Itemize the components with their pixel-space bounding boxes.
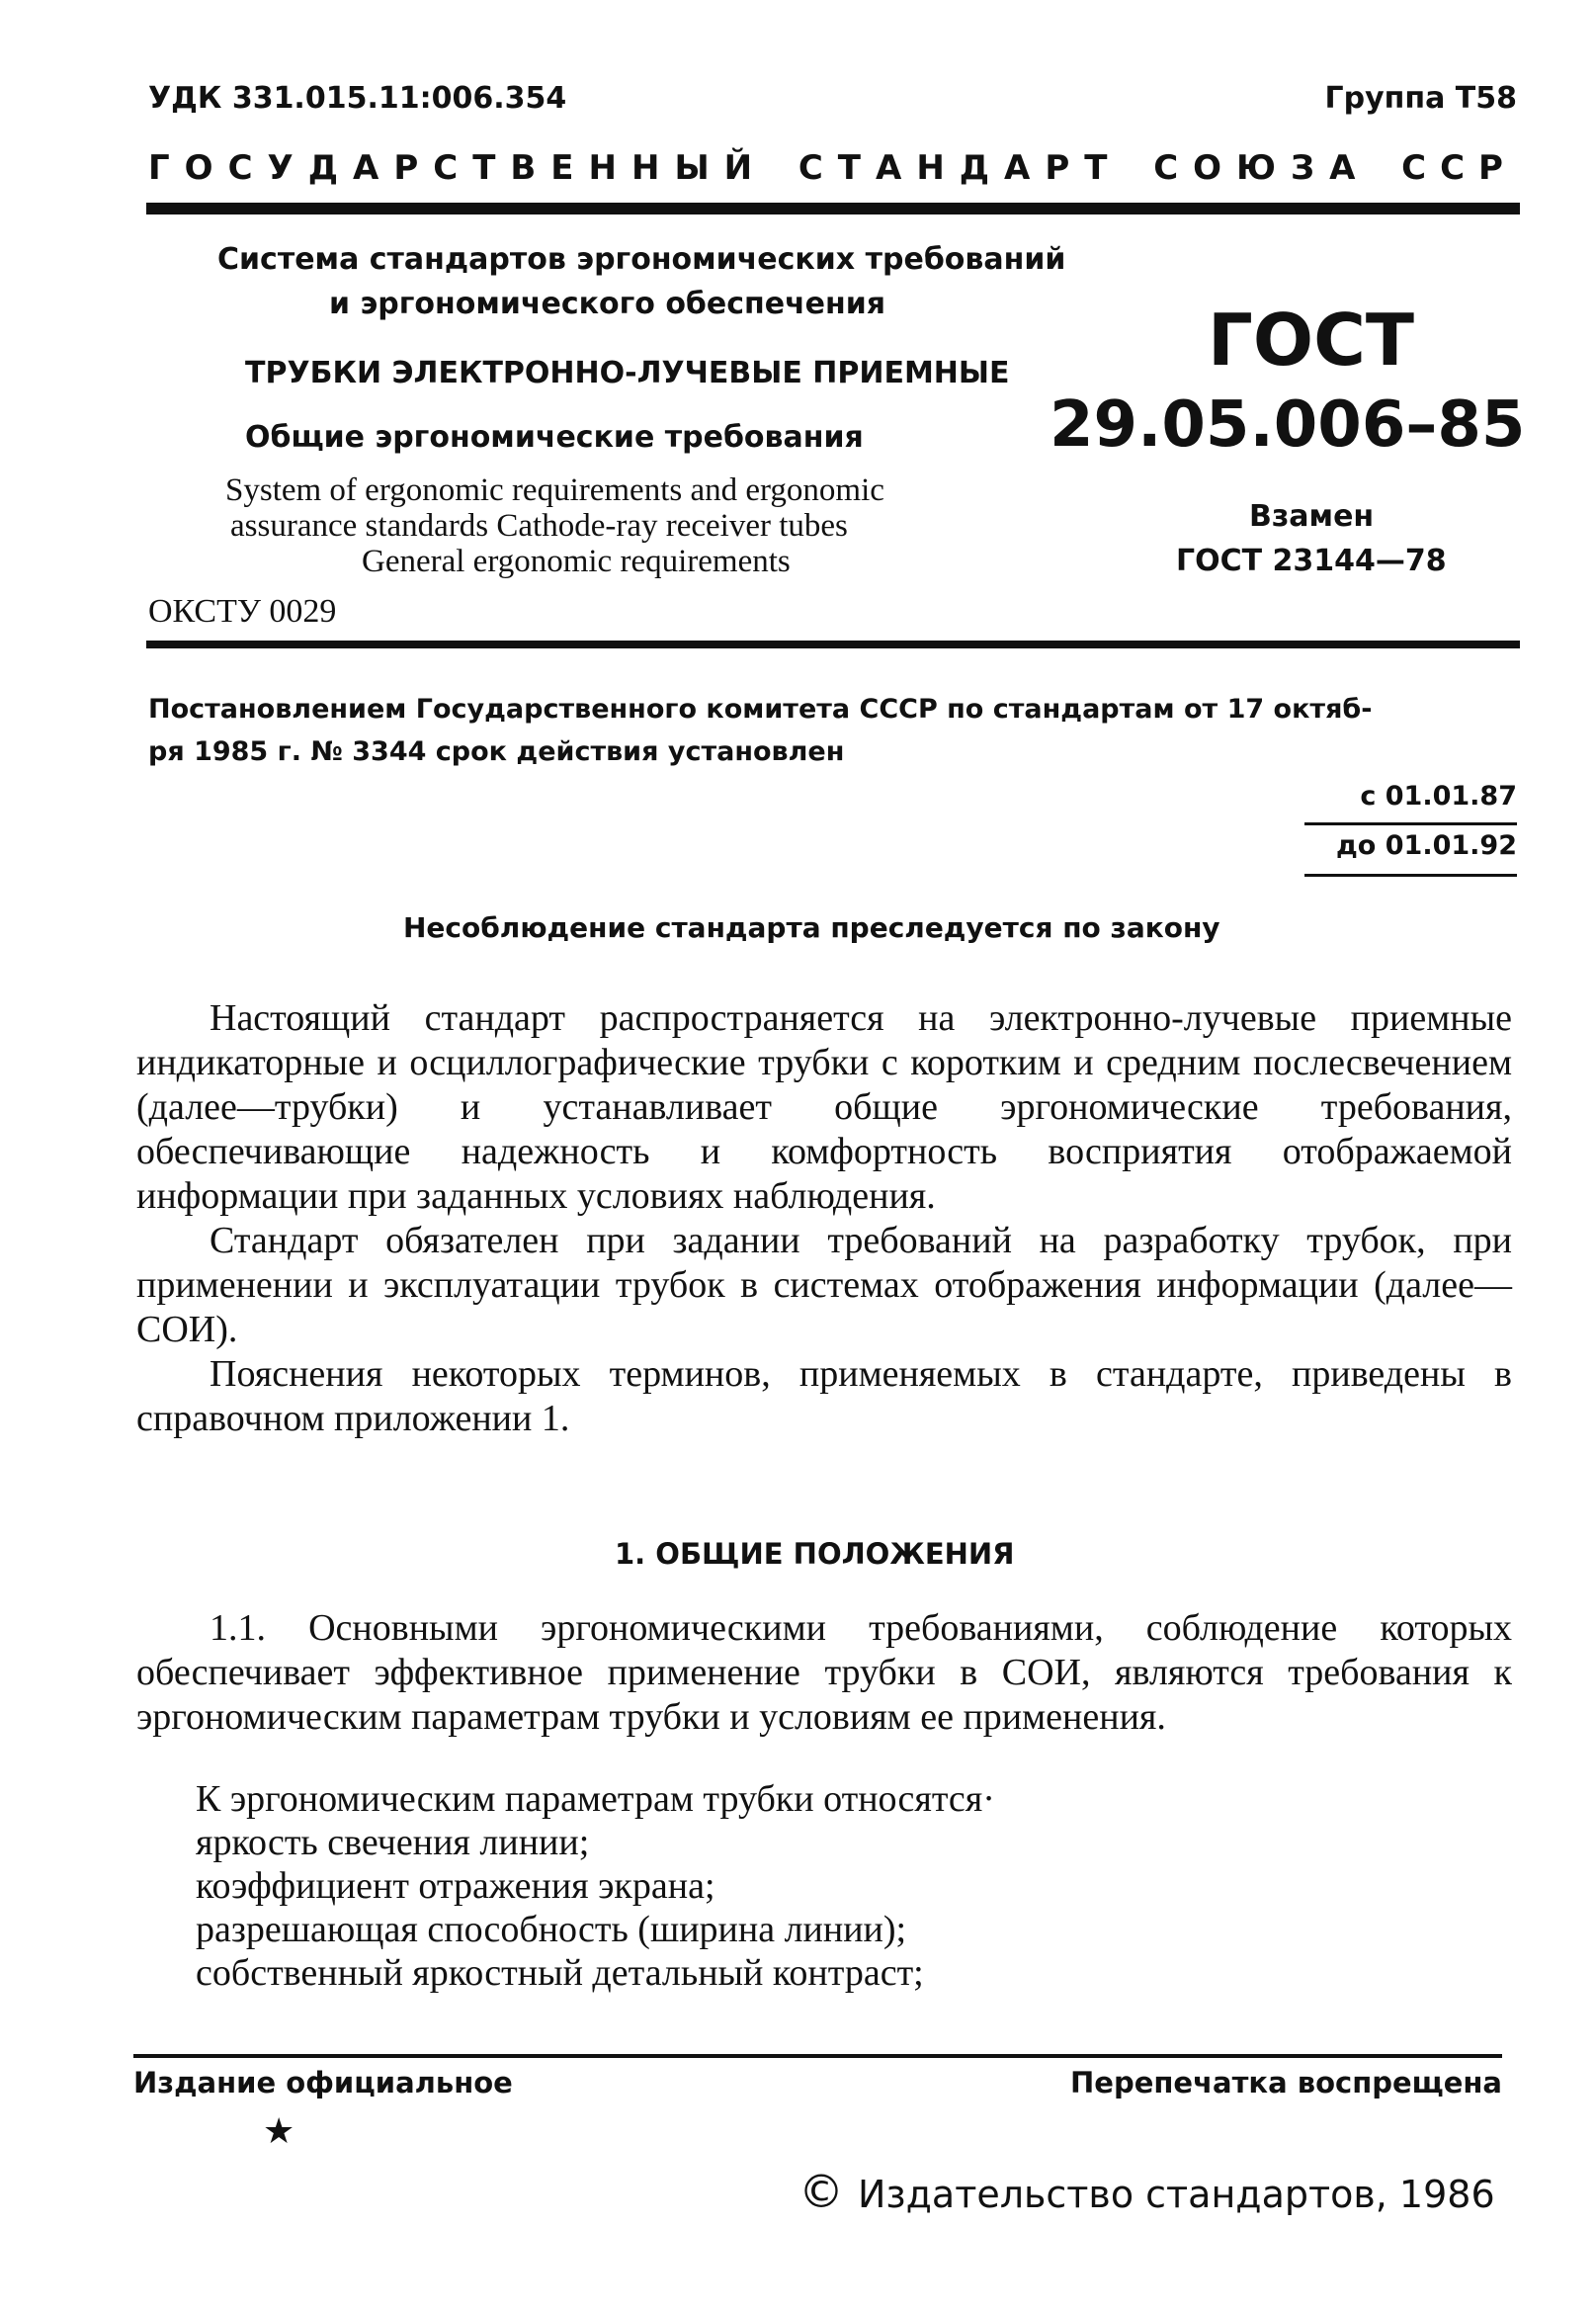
list-item: разрешающая способность (ширина линии); — [196, 1909, 907, 1950]
star-icon: ★ — [263, 2111, 295, 2152]
replaces-label: Взамен — [1249, 499, 1375, 534]
section-heading: 1. ОБЩИЕ ПОЛОЖЕНИЯ — [615, 1537, 1015, 1571]
english-title-line-1: System of ergonomic requirements and ergonomic — [225, 472, 884, 508]
group-code: Группа Т58 — [1324, 81, 1517, 116]
list-item: собственный яркостный детальный контраст; — [196, 1952, 924, 1994]
english-title-line-3: General ergonomic requirements — [362, 544, 791, 579]
intro-paragraph-1: Настоящий стандарт распространяется на электронно-лучевые приемные индикаторные и осциллографические трубки с коротким и средним послесвечением (далее—трубки) и устанавливает общие эргономические требования, обеспечивающие надежность и комфортность восприятия отображаемой информации при заданных условиях наблюдения. — [136, 997, 1512, 1217]
list-item: яркость свечения линии; — [196, 1822, 590, 1863]
list-intro: К эргономическим параметрам трубки относятся· — [196, 1778, 995, 1820]
section-1-1-text — [136, 1606, 1512, 1740]
decree-line-1: Постановлением Государственного комитета СССР по стандартам от 17 октяб- — [148, 694, 1373, 725]
copyright-line — [798, 2165, 1495, 2218]
date-separator-rule — [1304, 822, 1517, 825]
paragraph-1-1: 1.1. Основными эргономическими требованиями, соблюдение которых обеспечивает эффективное применение трубки в СОИ, являются требования к эргономическим параметрам трубки и условиям ее применения. — [136, 1607, 1512, 1738]
banner-word-2: СТАНДАРТ — [798, 148, 1123, 188]
reprint-prohibited: Перепечатка воспрещена — [1070, 2066, 1502, 2099]
publisher-text: Издательство стандартов, 1986 — [858, 2173, 1495, 2216]
intro-paragraph-3: Пояснения некоторых терминов, применяемых в стандарте, приведены в справочном приложении 1. — [136, 1353, 1512, 1439]
title-thick-rule — [146, 641, 1520, 648]
english-title-line-2: assurance standards Cathode-ray receiver tubes — [230, 508, 848, 544]
list-item: коэффициент отражения экрана; — [196, 1865, 715, 1907]
copyright-icon: © — [798, 2165, 844, 2218]
decree-line-2: ря 1985 г. № 3344 срок действия установлен — [148, 736, 845, 767]
gost-number: 29.05.006–85 — [1050, 388, 1526, 462]
banner-word-4: ССР — [1401, 148, 1517, 188]
product-title: ТРУБКИ ЭЛЕКТРОННО-ЛУЧЕВЫЕ ПРИЕМНЫЕ — [245, 356, 1010, 390]
udk-code: УДК 331.015.11:006.354 — [148, 81, 567, 116]
date-bottom-rule — [1304, 874, 1517, 877]
replaces-number: ГОСТ 23144—78 — [1176, 544, 1447, 578]
gost-label: ГОСТ — [1208, 299, 1415, 382]
valid-from-date: с 01.01.87 — [1360, 781, 1517, 812]
state-standard-banner — [148, 148, 1517, 194]
subtitle: Общие эргономические требования — [245, 420, 864, 455]
system-line-1: Система стандартов эргономических требований — [217, 242, 1066, 277]
law-warning: Несоблюдение стандарта преследуется по закону — [403, 911, 1220, 944]
banner-word-1: ГОСУДАРСТВЕННЫЙ — [148, 148, 768, 188]
intro-text — [136, 996, 1512, 1441]
footer-rule — [133, 2054, 1502, 2058]
intro-paragraph-2: Стандарт обязателен при задании требований на разработку трубок, при применении и эксплуатации трубок в системах отображения информации (далее—СОИ). — [136, 1220, 1512, 1350]
official-edition: Издание официальное — [133, 2066, 513, 2099]
valid-to-date: до 01.01.92 — [1336, 830, 1517, 861]
okstu-code: ОКСТУ 0029 — [148, 593, 337, 630]
header-thick-rule — [146, 203, 1520, 214]
banner-word-3: СОЮЗА — [1153, 148, 1371, 188]
system-line-2: и эргономического обеспечения — [329, 287, 886, 321]
